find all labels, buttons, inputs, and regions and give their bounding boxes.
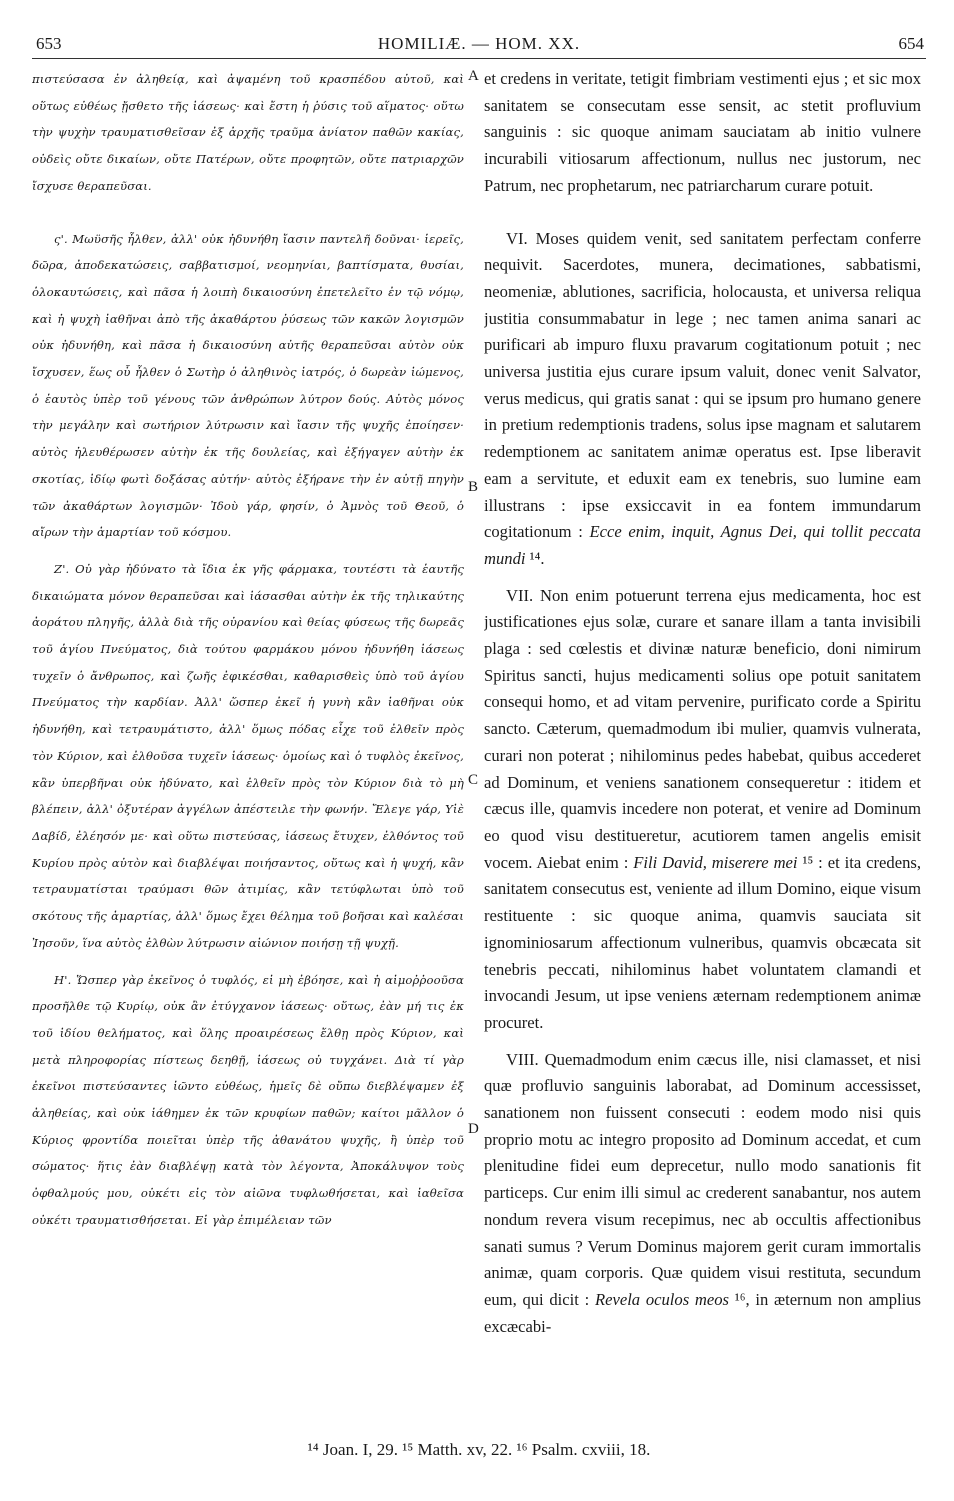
page-number-right: 654 xyxy=(898,34,924,53)
marker-b: B xyxy=(468,479,479,495)
greek-column xyxy=(32,66,464,1234)
footnote-ref-14: ¹⁴. xyxy=(525,548,545,568)
latin-p7-text-b: ¹⁵ : et ita credens, sanitatem consecutus est, veniente ad illum Domino, eique visum restituente : sic quoque anima, quamvis sauciata sit ignominiosarum affectionum vulneribus, quamvis obcæcata sit tenebris peccati, nihilominus habet voluntatem clamandi et invocandi Jesum, ut ipse veniens æternam redemptionem animæ procuret. xyxy=(484,852,921,1032)
latin-column xyxy=(484,66,921,1340)
greek-paragraph-1: πιστεύσασα ἐν ἀληθείᾳ, καὶ ἀψαμένη τοῦ κρασπέδου αὐτοῦ, καὶ οὕτως εὐθέως ᾔσθετο τῆς ἰάσεως· καὶ ἔστη ἡ ῥύσις τοῦ αἵματος· οὕτω τὴν ψυχὴν τραυματισθεῖσαν ἐξ ἀρχῆς τραῦμα ἀνίατον παθῶν κακίας, οὐδεὶς οὔτε δικαίων, οὔτε Πατέρων, οὔτε προφητῶν, οὔτε πατριαρχῶν ἴσχυσε θεραπεῦσαι. xyxy=(32,72,464,193)
greek-paragraph-7: Ζ'. Οὐ γὰρ ἠδύνατο τὰ ἴδια ἐκ γῆς φάρμακα, τουτέστι τὰ ἑαυτῆς δικαιώματα μόνον θεραπεῦσαι καὶ ἰάσασθαι αὐτὴν ἐκ τῆς τηλικαύτης ἀοράτου πληγῆς, ἀλλὰ διὰ τῆς οὐρανίου καὶ θείας φύσεως τῆς δωρεᾶς τοῦ ἁγίου Πνεύματος, διὰ τούτου φαρμάκου μόνου ἠδυνήθη ἰάσεως τυχεῖν ὁ ἄνθρωπος, καὶ ζωῆς ἐφικέσθαι, καθαρισθεὶς ὑπὸ τοῦ ἁγίου Πνεύματος τὴν καρδίαν. Ἀλλ' ὥσπερ ἐκεῖ ἡ γυνὴ κἂν ἰαθῆναι οὐκ ἠδυνήθη, καὶ τετραυμάτιστο, ἀλλ' ὅμως πόδας εἶχε τοῦ ἐλθεῖν πρὸς τὸν Κύριον, καὶ ἐλθοῦσα τυχεῖν ἰάσεως· ὁμοίως καὶ ὁ τυφλὸς ἐκεῖνος, κἂν ὑπερβῆναι οὐκ ἠδύνατο, καὶ ἐλθεῖν πρὸς τὸν Κύριον διὰ τὸ μὴ βλέπειν, ἀλλ' ὀξυτέραν ἀγγέλων ἀπέστειλε τὴν φωνήν. Ἔλεγε γάρ, Υἱὲ Δαβίδ, ἐλέησόν με· καὶ οὕτω πιστεύσας, ἰάσεως ἔτυχεν, ἐλθόντος τοῦ Κυρίου πρὸς αὐτὸν καὶ διαβλέψαι ποιήσαντος, οὕτως καὶ ἡ ψυχή, κἂν τετραυματίσται τραύμασι θῶν ἀτιμίας, κἂν τετύφλωται ὑπὸ τοῦ σκότους τῆς ἁμαρτίας, ἀλλ' ὅμως ἔχει θέλημα τοῦ βοῆσαι καὶ καλέσαι Ἰησοῦν, ἵνα αὐτὸς ἐλθὼν λύτρωσιν αἰώνιον ποιήσῃ τῇ ψυχῇ. xyxy=(32,561,464,950)
latin-p8-text-b: ¹⁶, in æternum non amplius excæcabi- xyxy=(484,1289,921,1336)
scripture-quote-2: Fili David, miserere mei xyxy=(633,852,798,872)
greek-paragraph-8: Η'. Ὥσπερ γὰρ ἐκεῖνος ὁ τυφλός, εἰ μὴ ἐβόησε, καὶ ἡ αἱμοῤῥοοῦσα προσῆλθε τῷ Κυρίῳ, οὐκ ἂν ἐτύγχανον ἰάσεως· οὕτως, ἐὰν μή τις ἐκ τοῦ ἰδίου θελήματος, καὶ ὅλης προαιρέσεως ἔλθῃ πρὸς Κύριον, καὶ μετὰ πληροφορίας πίστεως δεηθῇ, ἰάσεως οὐ τυγχάνει. Διὰ τί γὰρ ἐκεῖνοι πιστεύσαντες ἰῶντο εὐθέως, ἡμεῖς δὲ οὔπω διεβλέψαμεν ἐξ ἀληθείας, καὶ οὐκ ἰάθημεν ἐκ τῶν κρυφίων παθῶν; καίτοι μᾶλλον ὁ Κύριος φροντίδα ποιεῖται ὑπὲρ τῆς ἀθανάτου ψυχῆς, ἢ ὑπὲρ τοῦ σώματος· ἥτις ἐὰν διαβλέψῃ κατὰ τὸν λέγοντα, Ἀποκάλυψον τοὺς ὀφθαλμούς μου, οὐκέτι εἰς τὸν αἰῶνα τυφλωθήσεται, καὶ ἰαθεῖσα οὐκέτι τραυματισθήσεται. Εἰ γὰρ ἐπιμέλειαν τῶν xyxy=(32,972,464,1227)
latin-p8-text-a: VIII. Quemadmodum enim cæcus ille, nisi clamasset, et nisi quæ profluvio sanguinis laborabat, ad Dominum accessisset, sanationem non fuissent consecuti : eodem modo nisi quis proprio motu ac integro proposito ad Dominum accedat, et cum plenitudine fidei eum deprecetur, nullo modo sanationis fit particeps. Cur enim illi simul ac crederent sanabantur, nos autem nondum revera visum recepimus, nec ab occultis affectionibus sanati sumus ? Verum Dominus majorem gerit curam immortalis animæ, quam corporis. Quæ quidem visui restituta, secundum eum, qui dicit : xyxy=(484,1049,921,1309)
scripture-quote-3: Revela oculos meos xyxy=(594,1289,729,1309)
page-header xyxy=(32,30,926,59)
latin-p7-text-a: VII. Non enim potuerunt terrena ejus medicamenta, hoc est justificationes ejus solæ, curare et sanare illam a tanta invisibili plaga : sed cœlestis et divinæ naturæ beneficio, doni nimirum Spiritus sancti, hujus medicamenti solius ope potuit sanitatem consequi homo, et ad vitam pervenire, purificato corde a Spiritu sancto. Cæterum, quemadmodum ibi mulier, quamvis vulnerata, curari non poterat ; nihilominus pedes habebat, quibus accederet ad Dominum, et veniens sanationem consequeretur : itidem et cæcus ille, quamvis incedere non poterat, et venire ad Dominum eo quod visu destitueretur, acutiorem tamen angelis emisit vocem. Aiebat enim : xyxy=(484,585,921,872)
marker-c: C xyxy=(468,772,479,788)
marker-a: A xyxy=(468,68,479,84)
scripture-quote-1: Ecce enim, inquit, Agnus Dei, qui tollit peccata mundi xyxy=(484,522,921,568)
running-title: HOMILIÆ. — HOM. XX. xyxy=(377,34,581,53)
latin-paragraph-7 xyxy=(484,583,921,1037)
latin-paragraph-8 xyxy=(484,1047,921,1341)
footnotes: ¹⁴ Joan. I, 29. ¹⁵ Matth. xv, 22. ¹⁶ Psalm. cxviii, 18. xyxy=(307,1440,651,1459)
latin-paragraph-6 xyxy=(484,226,921,573)
latin-p6-text: VI. Moses quidem venit, sed sanitatem perfectam conferre nequivit. Sacerdotes, munera, decimationes, sabbatismi, neomeniæ, ablutiones, sacrificia, holocausta, et universa reliqua justitia consummabatur in lege ; nec tamen anima sanari ac purificari ab impuro fluxu pravarum cogitationum potuit ; nec universa justitia ejus curare ipsum valuit, donec venit Salvator, verus medicus, qui gratis sanat : qui se ipsum pro humano genere in pretium redemptionis tradens, solus ipse magnam et salutarem redemptionem ac sanitatem animæ operatus est. Ipse liberavit eam a servitute, et eduxit eam ex tenebris, suo lumine eam illustrans : ipse exsiccavit in ea fontem immundarum cogitationum : xyxy=(484,228,921,542)
page-number-left: 653 xyxy=(36,34,62,53)
marker-d: D xyxy=(468,1121,479,1137)
greek-paragraph-6: ς'. Μωϋσῆς ἦλθεν, ἀλλ' οὐκ ἠδυνήθη ἴασιν παντελῆ δοῦναι· ἱερεῖς, δῶρα, ἀποδεκατώσεις, σαββατισμοί, νεομηνίαι, βαπτίσματα, θυσίαι, ὁλοκαυτώσεις, καὶ πᾶσα ἡ λοιπὴ δικαιοσύνη ἐπετελεῖτο ἐν τῷ νόμῳ, καὶ ἡ ψυχὴ ἰαθῆναι ἀπὸ τῆς ἀκαθάρτου ῥύσεως τῶν κακῶν λογισμῶν οὐκ ἠδυνήθη, καὶ πᾶσα ἡ δικαιοσύνη αὐτῆς θεραπεῦσαι αὐτὸν οὐκ ἴσχυσεν, ἕως οὗ ἦλθεν ὁ Σωτὴρ ὁ ἀληθινὸς ἰατρός, ὁ δωρεὰν ἰώμενος, ὁ ἑαυτὸς ὑπὲρ τοῦ γένους τῶν ἀνθρώπων λύτρον δούς. Αὐτὸς μόνος τὴν μεγάλην καὶ σωτήριον λύτρωσιν καὶ ἴασιν τῆς ψυχῆς ἐποίησεν· αὐτὸς ἠλευθέρωσεν αὐτὴν ἐκ τῆς δουλείας, καὶ ἐξήγαγεν αὐτὴν ἐκ σκοτίας, ἰδίῳ φωτὶ δοξάσας αὐτήν· αὐτὸς ἐξήρανε τὴν ἐν αὐτῇ πηγὴν τῶν ἀκαθάρτων λογισμῶν· Ἰδοὺ γάρ, φησίν, ὁ Ἀμνὸς τοῦ Θεοῦ, ὁ αἴρων τὴν ἁμαρτίαν τοῦ κόσμου. xyxy=(32,231,464,540)
latin-paragraph-1: et credens in veritate, tetigit fimbriam vestimenti ejus ; et sic mox sanitatem se consecutam esse sensit, ac stetit profluvium sanguinis : sic quoque animam sauciatam ab initio vulnere incurabili vitiosarum affectionum, nullus nec justorum, nec Patrum, nec prophetarum, nec patriarcharum curare potuit. xyxy=(484,69,921,195)
